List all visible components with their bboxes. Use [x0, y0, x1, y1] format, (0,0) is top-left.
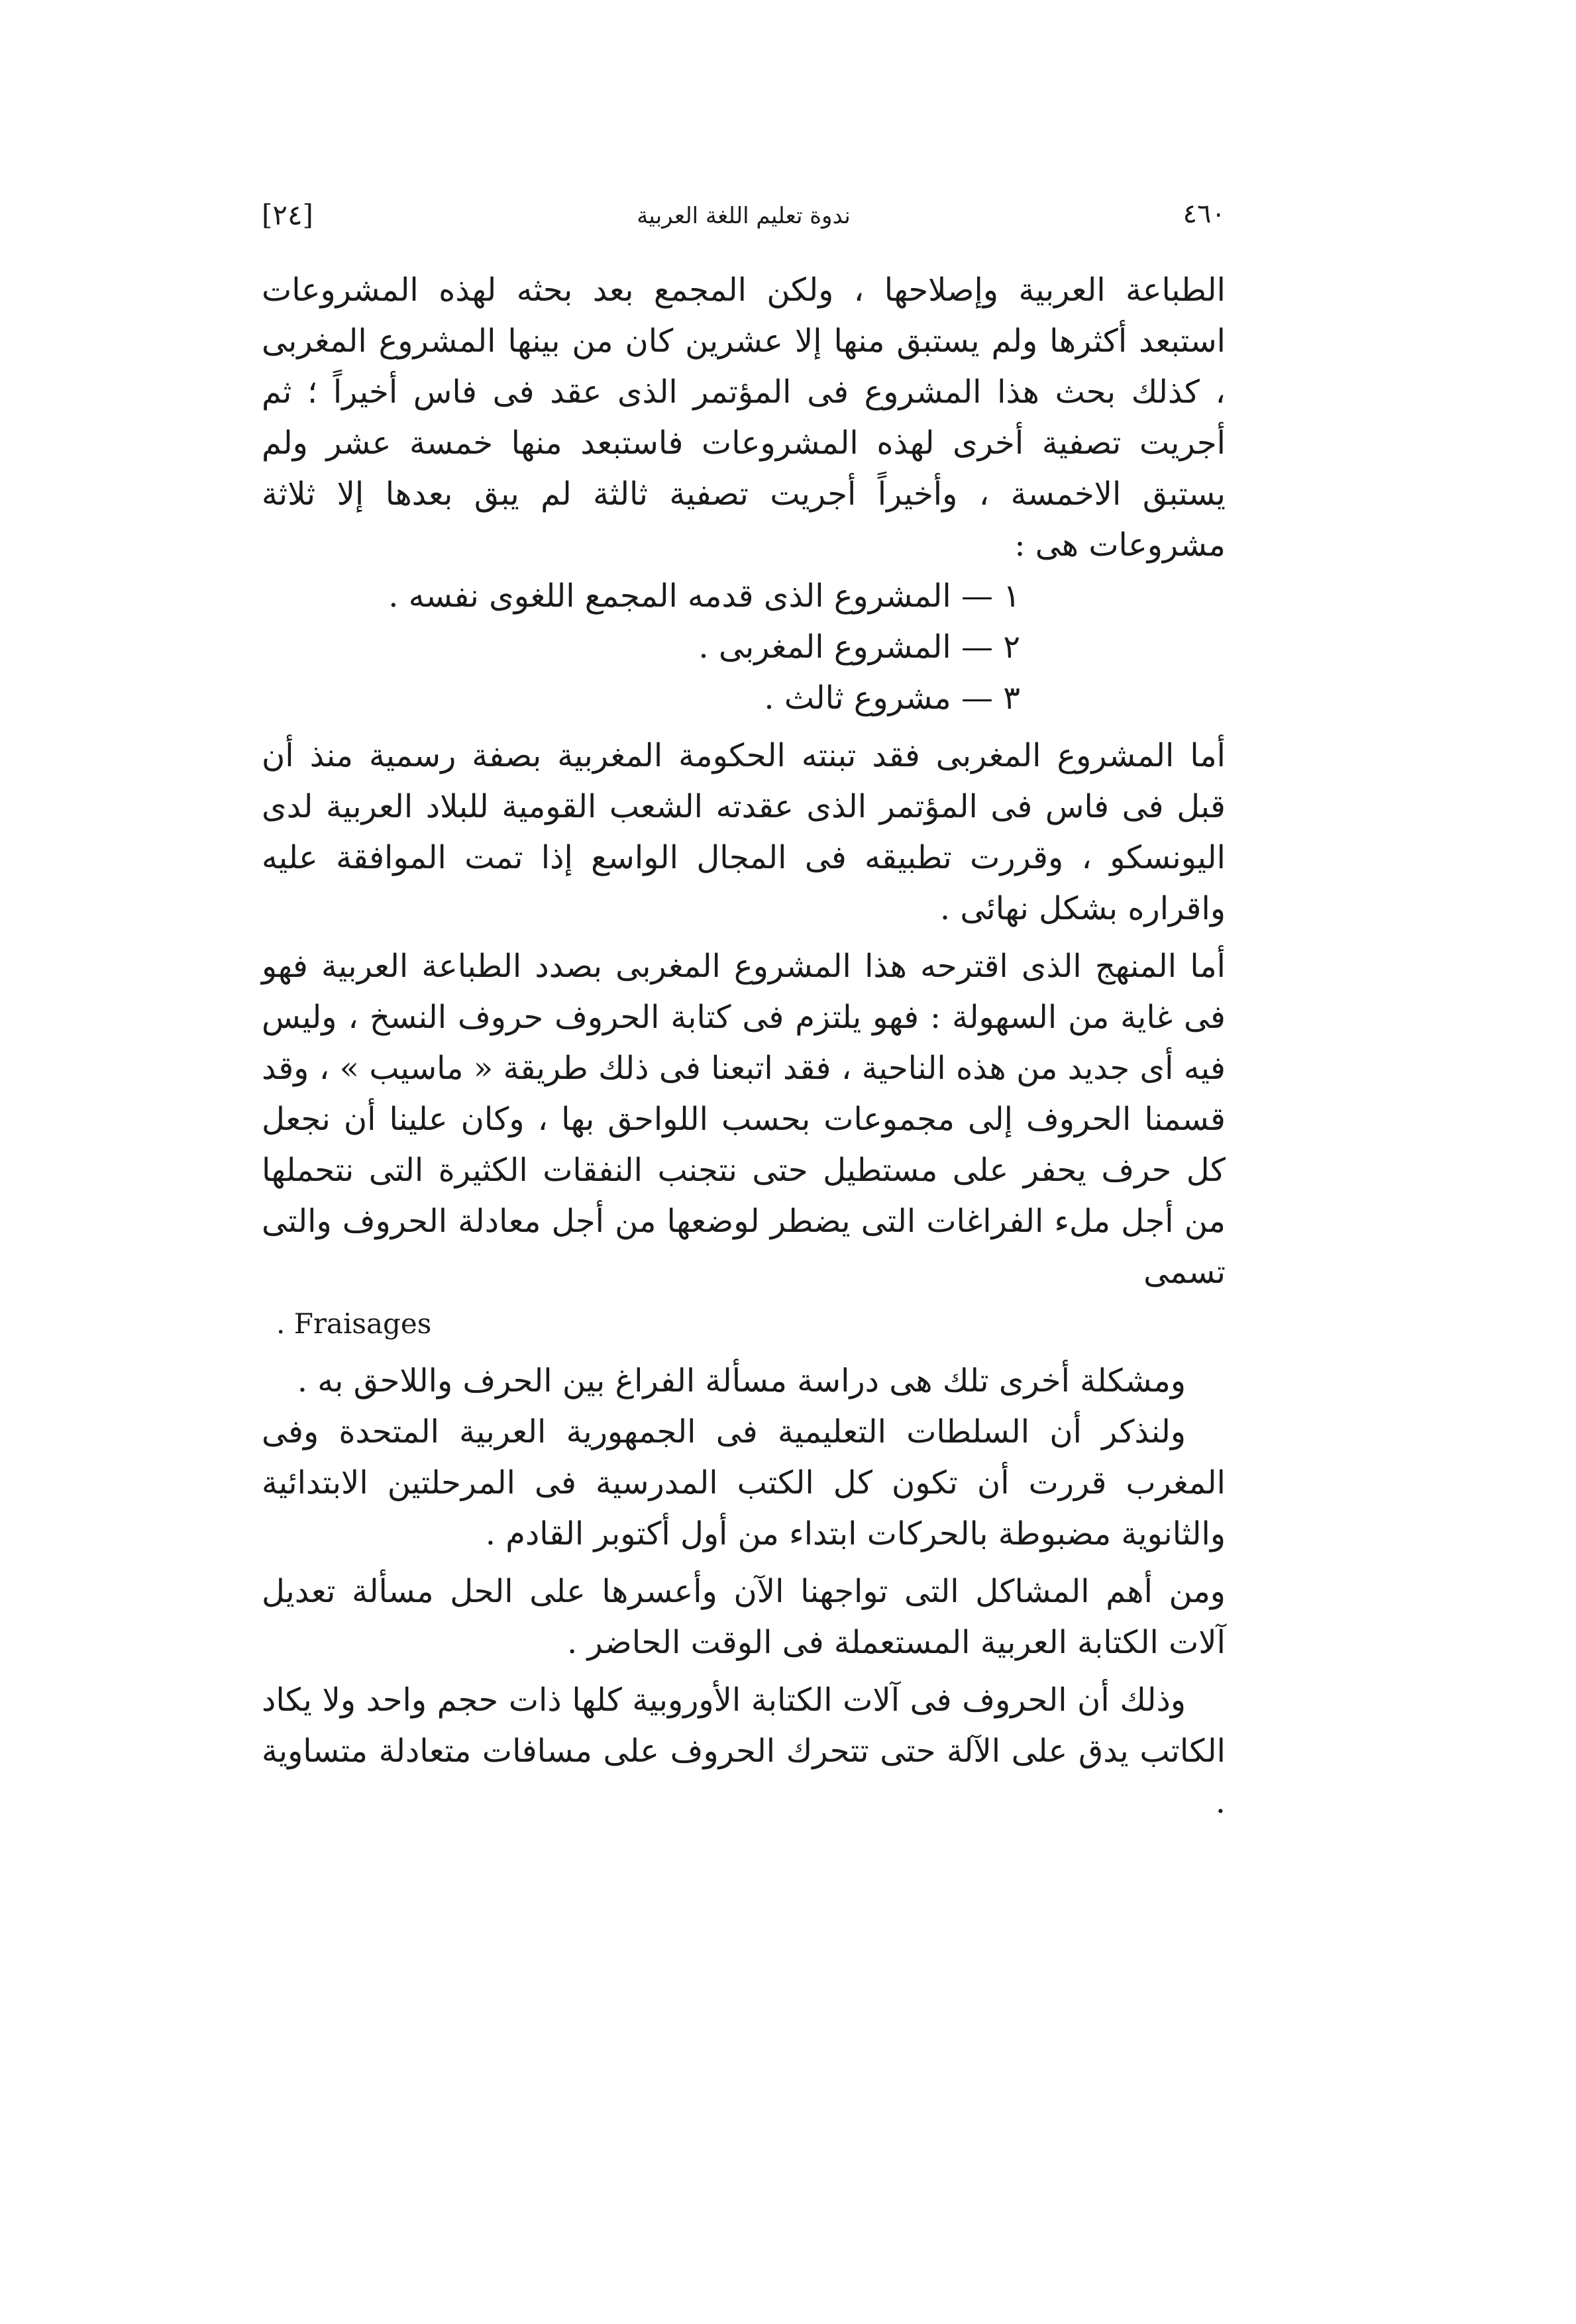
- list-item: ٣ — مشروع ثالث .: [764, 680, 1020, 717]
- section-number: [٢٤]: [262, 199, 313, 231]
- list-item: ٢ — المشروع المغربى .: [698, 629, 1020, 666]
- page-number: ٤٦٠: [1182, 199, 1226, 229]
- paragraph: ومشكلة أخرى تلك هى دراسة مسألة الفراغ بين الحرف واللاحق به .: [297, 1362, 1186, 1399]
- paragraph: أما المنهج الذى اقترحه هذا المشروع المغربى بصدد الطباعة العربية فهو فى غاية من السهولة : فهو يلتزم فى كتابة الحروف حروف النسخ ، وليس فيه أى جديد من هذه الناحية ، فقد اتبعنا فى ذلك طريقة « ماسيب » ، وقد قسمنا الحروف إلى مجموعات بحسب اللواحق بها ، وكان علينا أن نجعل كل حرف يحفر على مستطيل حتى نتجنب النفقات الكثيرة التى نتحملها من أجل ملء الفراغات التى يضطر لوضعها من أجل معادلة الحروف والتى تسمى: [262, 948, 1226, 1291]
- paragraph: ومن أهم المشاكل التى تواجهنا الآن وأعسرها على الحل مسألة تعديل آلات الكتابة العربية المستعملة فى الوقت الحاضر .: [262, 1573, 1226, 1661]
- list-item: ١ — المشروع الذى قدمه المجمع اللغوى نفسه .: [388, 578, 1020, 615]
- paragraph: ولنذكر أن السلطات التعليمية فى الجمهورية العربية المتحدة وفى المغرب قررت أن تكون كل الكتب المدرسية فى المرحلتين الابتدائية والثانوية مضبوطة بالحركات ابتداء من أول أكتوبر القادم .: [262, 1413, 1226, 1552]
- paragraph: أما المشروع المغربى فقد تبنته الحكومة المغربية بصفة رسمية منذ أن قبل فى فاس فى المؤتمر الذى عقدته الشعب القومية للبلاد العربية لدى اليونسكو ، وقررت تطبيقه فى المجال الواسع إذا تمت الموافقة عليه واقراره بشكل نهائى .: [262, 737, 1226, 927]
- page-header: [262, 199, 1226, 252]
- foreign-term: . Fraisages: [276, 1307, 432, 1340]
- running-title: ندوة تعليم اللغة العربية: [637, 203, 851, 229]
- paragraph: وذلك أن الحروف فى آلات الكتابة الأوروبية كلها ذات حجم واحد ولا يكاد الكاتب يدق على الآلة حتى تتحرك الحروف على مسافات متعادلة متساوية .: [262, 1682, 1226, 1821]
- page-body: [262, 265, 1226, 1828]
- paragraph: الطباعة العربية وإصلاحها ، ولكن المجمع بعد بحثه لهذه المشروعات استبعد أكثرها ولم يستبق منها إلا عشرين كان من بينها المشروع المغربى ، كذلك بحث هذا المشروع فى المؤتمر الذى عقد فى فاس أخيراً ؛ ثم أجريت تصفية أخرى لهذه المشروعات فاستبعد منها خمسة عشر ولم يستبق الاخمسة ، وأخيراً أجريت تصفية ثالثة لم يبق بعدها إلا ثلاثة مشروعات هى :: [262, 272, 1226, 564]
